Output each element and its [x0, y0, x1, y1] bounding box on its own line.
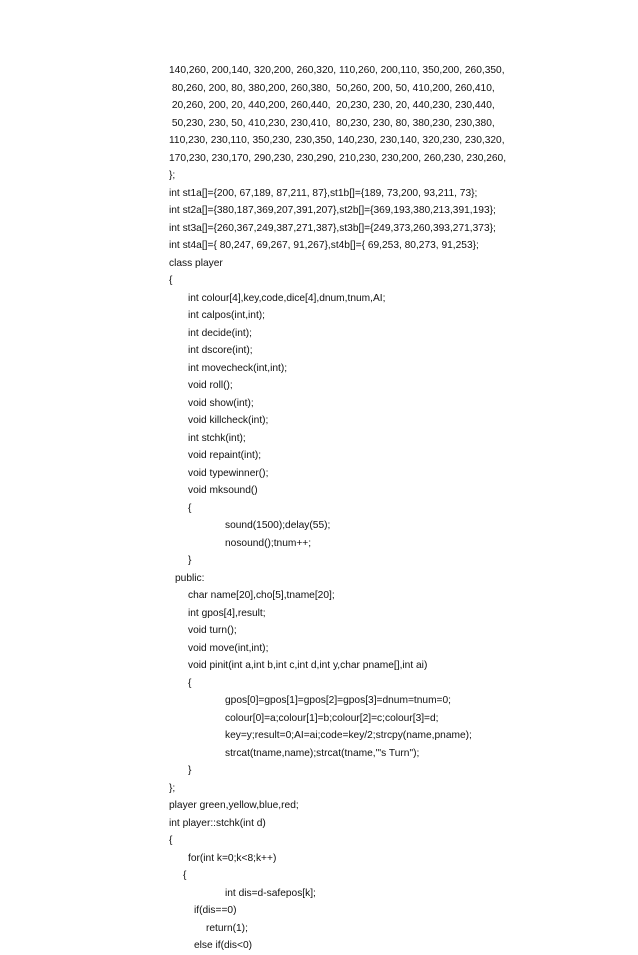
code-line: int movecheck(int,int); — [188, 362, 288, 374]
code-line: { — [183, 870, 187, 881]
code-line: int st1a[]={200, 67,189, 87,211, 87},st1b[]={189, 73,200, 93,211, 73}; — [169, 187, 478, 199]
code-line: for(int k=0;k<8;k++) — [188, 852, 277, 864]
code-line: int colour[4],key,code,dice[4],dnum,tnum,AI; — [188, 292, 386, 304]
code-line: return(1); — [206, 922, 248, 934]
code-line: if(dis==0) — [194, 905, 237, 916]
code-line: int calpos(int,int); — [188, 310, 266, 321]
code-listing — [0, 62, 638, 955]
code-line: int dscore(int); — [188, 345, 253, 356]
code-line: int stchk(int); — [188, 432, 246, 444]
code-line: int player::stchk(int d) — [169, 817, 266, 829]
code-line: } — [188, 765, 192, 776]
code-line: class player — [169, 257, 223, 269]
code-line: { — [188, 502, 192, 514]
code-line: }; — [169, 170, 176, 181]
code-line: int decide(int); — [188, 327, 252, 339]
code-line: int st3a[]={260,367,249,387,271,387},st3b[]={249,373,260,393,271,373}; — [169, 222, 496, 234]
code-line: int st4a[]={ 80,247, 69,267, 91,267},st4b[]={ 69,253, 80,273, 91,253}; — [169, 240, 479, 251]
code-line: char name[20],cho[5],tname[20]; — [188, 590, 335, 601]
code-line: else if(dis<0) — [194, 940, 253, 951]
code-line: sound(1500);delay(55); — [225, 520, 331, 531]
code-line: int dis=d-safepos[k]; — [225, 887, 316, 899]
code-line: void mksound() — [188, 485, 258, 496]
code-line: }; — [169, 782, 176, 794]
code-line: colour[0]=a;colour[1]=b;colour[2]=c;colour[3]=d; — [225, 712, 439, 724]
code-line: 50,230, 230, 50, 410,230, 230,410, 80,230, 230, 80, 380,230, 230,380, — [169, 117, 495, 129]
code-line: player green,yellow,blue,red; — [169, 800, 299, 811]
code-line: { — [169, 275, 173, 286]
code-line: } — [188, 555, 192, 566]
code-line: int st2a[]={380,187,369,207,391,207},st2b[]={369,193,380,213,391,193}; — [169, 205, 496, 216]
code-line: void killcheck(int); — [188, 415, 269, 426]
code-line: void show(int); — [188, 397, 254, 409]
code-line: 80,260, 200, 80, 380,200, 260,380, 50,260, 200, 50, 410,200, 260,410, — [169, 82, 495, 94]
code-line: void typewinner(); — [188, 467, 269, 479]
code-line: nosound();tnum++; — [225, 537, 312, 549]
code-line: 20,260, 200, 20, 440,200, 260,440, 20,230, 230, 20, 440,230, 230,440, — [169, 100, 495, 111]
code-line: 140,260, 200,140, 320,200, 260,320, 110,260, 200,110, 350,200, 260,350, — [169, 65, 505, 76]
code-line: strcat(tname,name);strcat(tname,"'s Turn"); — [225, 747, 420, 759]
code-line: void turn(); — [188, 625, 237, 636]
code-line: void repaint(int); — [188, 450, 262, 461]
code-line: 170,230, 230,170, 290,230, 230,290, 210,230, 230,200, 260,230, 230,260, — [169, 152, 507, 164]
code-line: { — [169, 835, 173, 846]
code-line: gpos[0]=gpos[1]=gpos[2]=gpos[3]=dnum=tnum=0; — [225, 695, 451, 706]
code-line: void move(int,int); — [188, 642, 269, 654]
code-line: { — [188, 677, 192, 689]
code-line: void roll(); — [188, 380, 233, 391]
code-line: 110,230, 230,110, 350,230, 230,350, 140,230, 230,140, 320,230, 230,320, — [169, 135, 505, 146]
code-line: public: — [175, 572, 205, 584]
code-line: void pinit(int a,int b,int c,int d,int y,char pname[],int ai) — [188, 660, 428, 671]
code-line: int gpos[4],result; — [188, 607, 266, 619]
code-line: key=y;result=0;AI=ai;code=key/2;strcpy(name,pname); — [225, 730, 472, 741]
